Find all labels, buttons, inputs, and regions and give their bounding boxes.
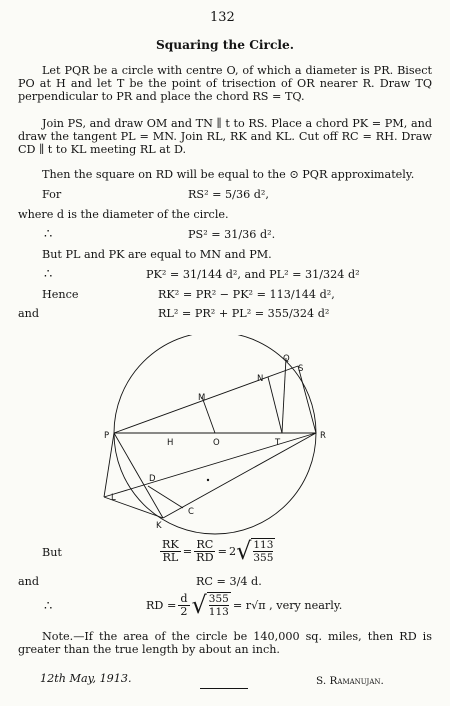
- rd-lhs: RD =: [146, 598, 177, 612]
- label-t: T: [275, 438, 281, 448]
- label-h: H: [167, 438, 174, 448]
- paragraph-claim: Then the square on RD will be equal to the ⊙ PQR approximately.: [42, 168, 415, 181]
- diagram-dot: [207, 479, 209, 481]
- and-word-2: and: [18, 575, 40, 588]
- line-rk: [163, 433, 316, 518]
- label-p: P: [104, 431, 110, 441]
- sqrt-num-113: 113: [253, 539, 274, 551]
- for-word: For: [42, 188, 62, 201]
- line-rl: [104, 433, 316, 497]
- ratio-equation: [158, 538, 275, 564]
- hence-word: Hence: [42, 288, 79, 301]
- frac-rk: RK: [162, 537, 179, 551]
- equation-rs-squared: RS² = 5/36 d²,: [188, 188, 269, 201]
- line-tn: [268, 377, 282, 433]
- frac-rc: RC: [196, 537, 214, 551]
- equation-rc: RC = 3/4 d.: [196, 575, 262, 588]
- sqrt-den-355: 355: [253, 552, 274, 564]
- chord-pk: [114, 433, 163, 518]
- therefore-symbol-2: ∴: [44, 267, 53, 282]
- circle-diagram: [100, 335, 350, 535]
- chord-rs: [298, 366, 316, 433]
- chord-ps: [114, 366, 298, 433]
- label-n: N: [257, 374, 264, 384]
- therefore-symbol-1: ∴: [44, 227, 53, 242]
- equals-sign-2: =: [217, 544, 227, 558]
- label-s: S: [298, 364, 304, 374]
- label-o: O: [213, 438, 220, 448]
- label-q: Q: [283, 354, 290, 364]
- label-m: M: [198, 393, 206, 403]
- d-denominator: 2: [180, 604, 188, 618]
- sqrt2-den-113: 113: [208, 606, 229, 618]
- d-numerator: d: [180, 591, 188, 605]
- note-paragraph: Note.—If the area of the circle be 140,000 sq. miles, then RD is greater than the true length by about an inch.: [18, 630, 432, 657]
- line-tq: [282, 358, 286, 433]
- sqrt-113-355: √ $\frac{113}{355}$: [236, 537, 274, 565]
- sqrt-355-113: √ $\frac{355}{113}$: [191, 591, 229, 619]
- label-c: C: [188, 507, 194, 517]
- paragraph-construction-2: Join PS, and draw OM and TN ∥ t to RS. Place a chord PK = PM, and draw the tangent PL = MN. Join RL, RK and KL. Cut off RC = RH. Draw CD ∥ t to KL meeting RL at D.: [18, 117, 432, 157]
- but-text: But PL and PK are equal to MN and PM.: [42, 248, 272, 261]
- author: S. Ramanujan.: [316, 675, 384, 687]
- equals-sign-1: =: [182, 544, 193, 558]
- but-word: But: [42, 546, 62, 559]
- sqrt-coefficient: 2: [228, 544, 237, 558]
- footer-rule: [200, 688, 248, 689]
- sqrt2-num-355: 355: [208, 593, 229, 605]
- paragraph-construction-1: Let PQR be a circle with centre O, of which a diameter is PR. Bisect PO at H and let T be the point of trisection of OR nearer R. Draw TQ perpendicular to PR and place the chord RS = TQ.: [18, 64, 432, 104]
- label-k: K: [156, 521, 162, 531]
- frac-rd: RD: [196, 550, 214, 564]
- label-r: R: [320, 431, 326, 441]
- equation-rl-squared: RL² = PR² + PL² = 355/324 d²: [158, 307, 330, 320]
- rd-rhs: = r√π , very nearly.: [232, 598, 343, 612]
- label-l: L: [111, 493, 116, 503]
- frac-rl: RL: [162, 550, 179, 564]
- date: 12th May, 1913.: [40, 672, 132, 685]
- page-title: Squaring the Circle.: [155, 38, 295, 52]
- equation-rd: [146, 592, 342, 618]
- and-word-1: and: [18, 307, 40, 320]
- tangent-pl: [104, 433, 114, 497]
- line-cd: [148, 486, 183, 508]
- equation-pk-pl: PK² = 31/144 d², and PL² = 31/324 d²: [146, 268, 360, 281]
- page-number: 132: [210, 10, 235, 25]
- equation-rk-squared: RK² = PR² − PK² = 113/144 d²,: [158, 288, 335, 301]
- label-d: D: [149, 474, 156, 484]
- therefore-symbol-3: ∴: [44, 599, 53, 614]
- where-text: where d is the diameter of the circle.: [18, 208, 229, 221]
- equation-ps-squared: PS² = 31/36 d².: [188, 228, 276, 241]
